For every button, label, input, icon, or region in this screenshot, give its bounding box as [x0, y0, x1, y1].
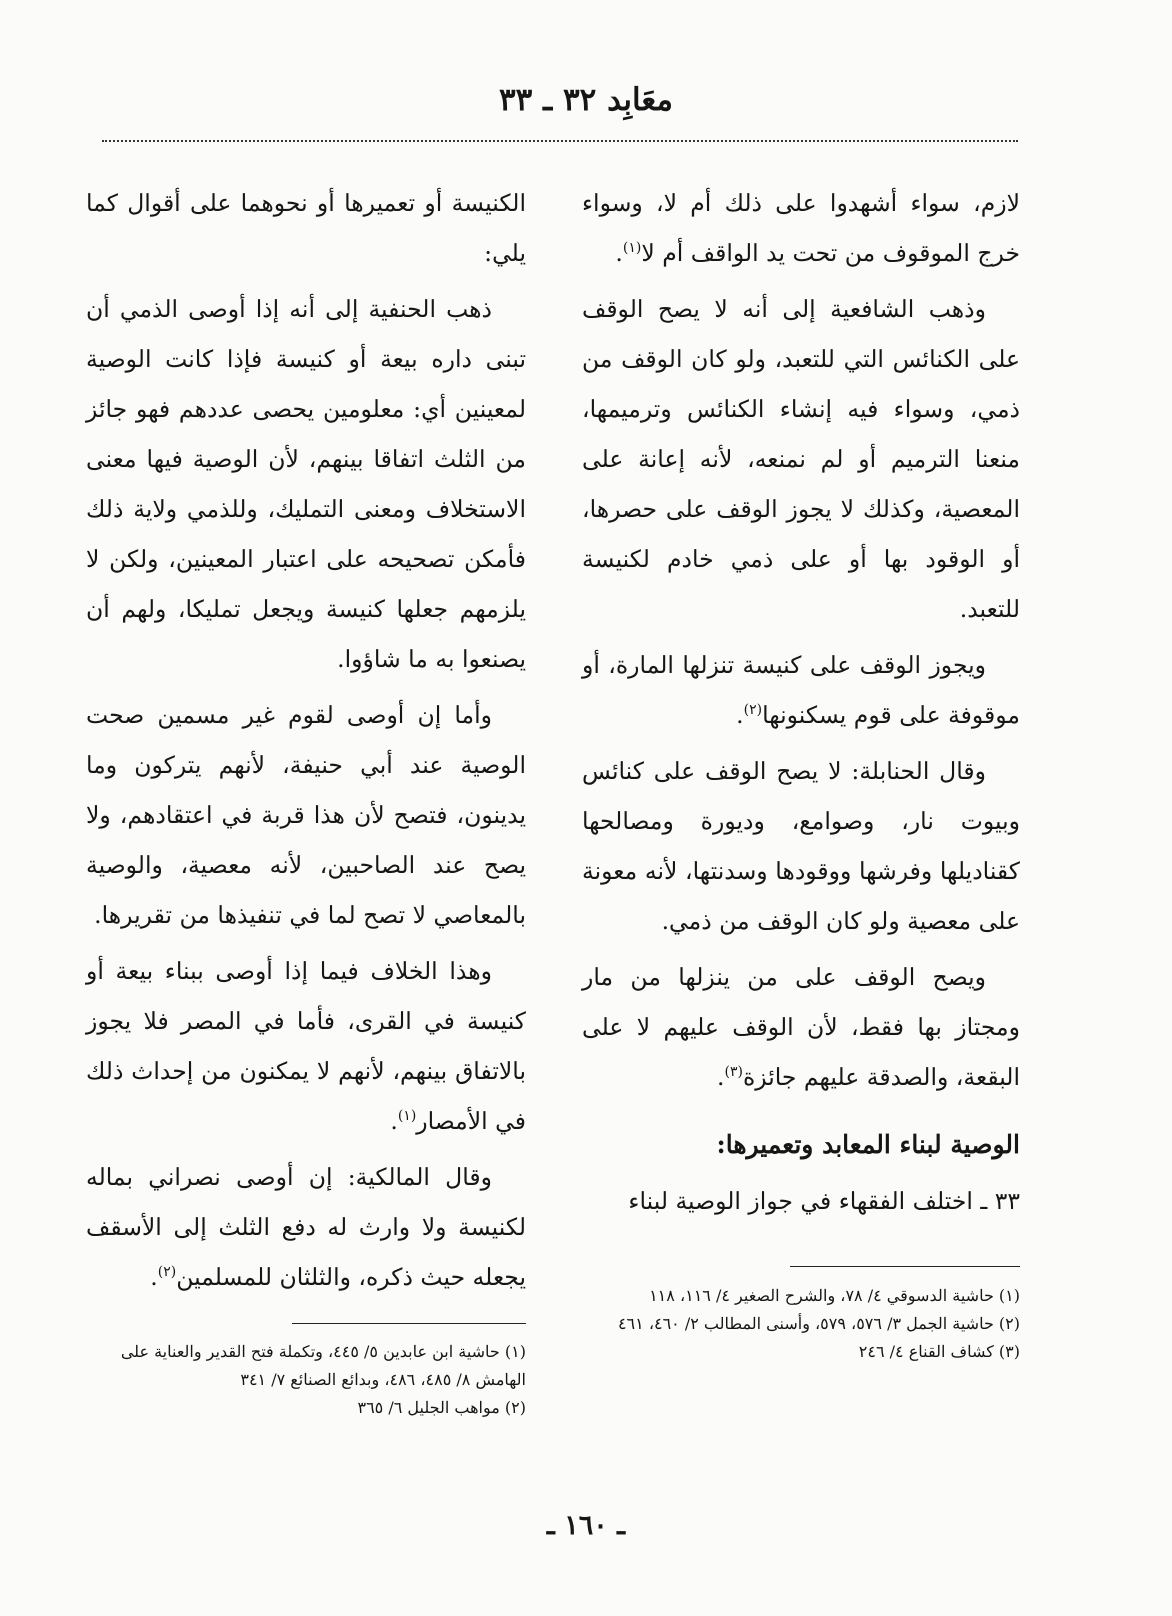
footnote-ref: (٣): [724, 1064, 743, 1081]
left-paragraph-4: وهذا الخلاف فيما إذا أوصى ببناء بيعة أو كنيسة في القرى، فأما في المصر فلا يجوز بالاتفاق بينهم، لأنهم لا يمكنون من إحداث ذلك في الأمصار$^{(١)}$.: [86, 957, 526, 1135]
right-paragraph-5: ويصح الوقف على من ينزلها من مار ومجتاز بها فقط، لأن الوقف عليهم لا على البقعة، والصدقة عليهم جائزة$^{(٣)}$.: [582, 963, 1020, 1091]
section-heading: الوصية لبناء المعابد وتعميرها:: [716, 1130, 1020, 1159]
footnotes-left: [86, 1338, 526, 1422]
left-paragraph-5: وقال المالكية: إن أوصى نصراني بماله لكنيسة ولا وارث له دفع الثلث إلى الأسقف يجعله حيث ذكره، والثلثان للمسلمين$^{(٢)}$.: [86, 1163, 526, 1291]
page-number: ـ ١٦٠ ـ: [546, 1510, 626, 1541]
left-p5-text: وقال المالكية: إن أوصى نصراني بماله لكنيسة ولا وارث له دفع الثلث إلى الأسقف يجعله حيث ذكره، والثلثان للمسلمين: [86, 1163, 526, 1291]
footnotes-right: [560, 1282, 1020, 1366]
header-dotted-rule: [102, 140, 1018, 142]
footnote-ref: (١): [622, 240, 642, 257]
footnote-ref: (٢): [157, 1264, 177, 1281]
right-p5-text: ويصح الوقف على من ينزلها من مار ومجتاز بها فقط، لأن الوقف عليهم لا على البقعة، والصدقة عليهم جائزة: [582, 963, 1020, 1091]
footnote-ref: (٢): [743, 702, 763, 719]
right-column: [582, 178, 1020, 1232]
right-p3-text: ويجوز الوقف على كنيسة تنزلها المارة، أو موقوفة على قوم يسكنونها: [582, 651, 1020, 729]
right-paragraph-3: ويجوز الوقف على كنيسة تنزلها المارة، أو موقوفة على قوم يسكنونها$^{(٢)}$.: [582, 651, 1020, 729]
right-p1-text: لازم، سواء أشهدوا على ذلك أم لا، وسواء خرج الموقوف من تحت يد الواقف أم لا: [582, 189, 1020, 267]
right-paragraph-4: وقال الحنابلة: لا يصح الوقف على كنائس وبيوت نار، وصوامع، وديورة ومصالحها كقناديلها وفرشها ووقودها وسدنتها، لأنه معونة على معصية ولو كان الوقف من ذمي.: [582, 757, 1020, 935]
left-paragraph-1: الكنيسة أو تعميرها أو نحوهما على أقوال كما يلي:: [86, 189, 526, 267]
footnote-right-3: (٣) كشاف القناع ٤/ ٢٤٦: [858, 1342, 1020, 1361]
right-paragraph-2: وذهب الشافعية إلى أنه لا يصح الوقف على الكنائس التي للتعبد، ولو كان الوقف من ذمي، وسواء فيه إنشاء الكنائس وترميمها، منعنا الترميم أو لم نمنعه، لأنه إعانة على المعصية، وكذلك لا يجوز الوقف على حصرها، أو الوقود بها أو على ذمي خادم لكنيسة للتعبد.: [582, 295, 1020, 623]
footnote-left-2: (٢) مواهب الجليل ٦/ ٣٦٥: [357, 1398, 526, 1417]
left-paragraph-2: ذهب الحنفية إلى أنه إذا أوصى الذمي أن تبنى داره بيعة أو كنيسة فإذا كانت الوصية لمعينين أي: معلومين يحصى عددهم فهو جائز من الثلث اتفاقا بينهم، لأن الوصية فيها معنى الاستخلاف ومعنى التمليك، وللذمي ولاية ذلك فأمكن تصحيحه على اعتبار المعينين، ولكن لا يلزمهم جعلها كنيسة ويجعل تمليكا، ولهم أن يصنعوا به ما شاؤوا.: [86, 295, 526, 673]
footnote-right-1: (١) حاشية الدسوقي ٤/ ٧٨، والشرح الصغير ٤/ ١١٦، ١١٨: [649, 1286, 1020, 1305]
footnote-separator-right: [790, 1266, 1020, 1267]
right-paragraph-6: ٣٣ ـ اختلف الفقهاء في جواز الوصية لبناء: [628, 1187, 1020, 1215]
footnote-separator-left: [292, 1323, 526, 1324]
footnote-right-2: (٢) حاشية الجمل ٣/ ٥٧٦، ٥٧٩، وأسنى المطالب ٢/ ٤٦٠، ٤٦١: [617, 1314, 1020, 1333]
page-header-title: معَابِد ٣٢ ـ ٣٣: [499, 82, 673, 118]
left-p4-text: وهذا الخلاف فيما إذا أوصى ببناء بيعة أو كنيسة في القرى، فأما في المصر فلا يجوز بالاتفاق بينهم، لأنهم لا يمكنون من إحداث ذلك في الأمصار: [86, 957, 526, 1135]
right-paragraph-1: لازم، سواء أشهدوا على ذلك أم لا، وسواء خرج الموقوف من تحت يد الواقف أم لا$^{(١)}$.: [582, 189, 1020, 267]
left-paragraph-3: وأما إن أوصى لقوم غير مسمين صحت الوصية عند أبي حنيفة، لأنهم يتركون وما يدينون، فتصح لأن هذا قربة في اعتقادهم، ولا يصح عند الصاحبين، لأنه معصية، والوصية بالمعاصي لا تصح لما في تنفيذها من تقريرها.: [86, 701, 526, 929]
footnote-ref: (١): [397, 1108, 417, 1125]
footnote-left-1: (١) حاشية ابن عابدين ٥/ ٤٤٥، وتكملة فتح القدير والعناية على الهامش ٨/ ٤٨٥، ٤٨٦، وبدائع الصنائع ٧/ ٣٤١: [120, 1342, 526, 1389]
left-column: [86, 178, 526, 1308]
